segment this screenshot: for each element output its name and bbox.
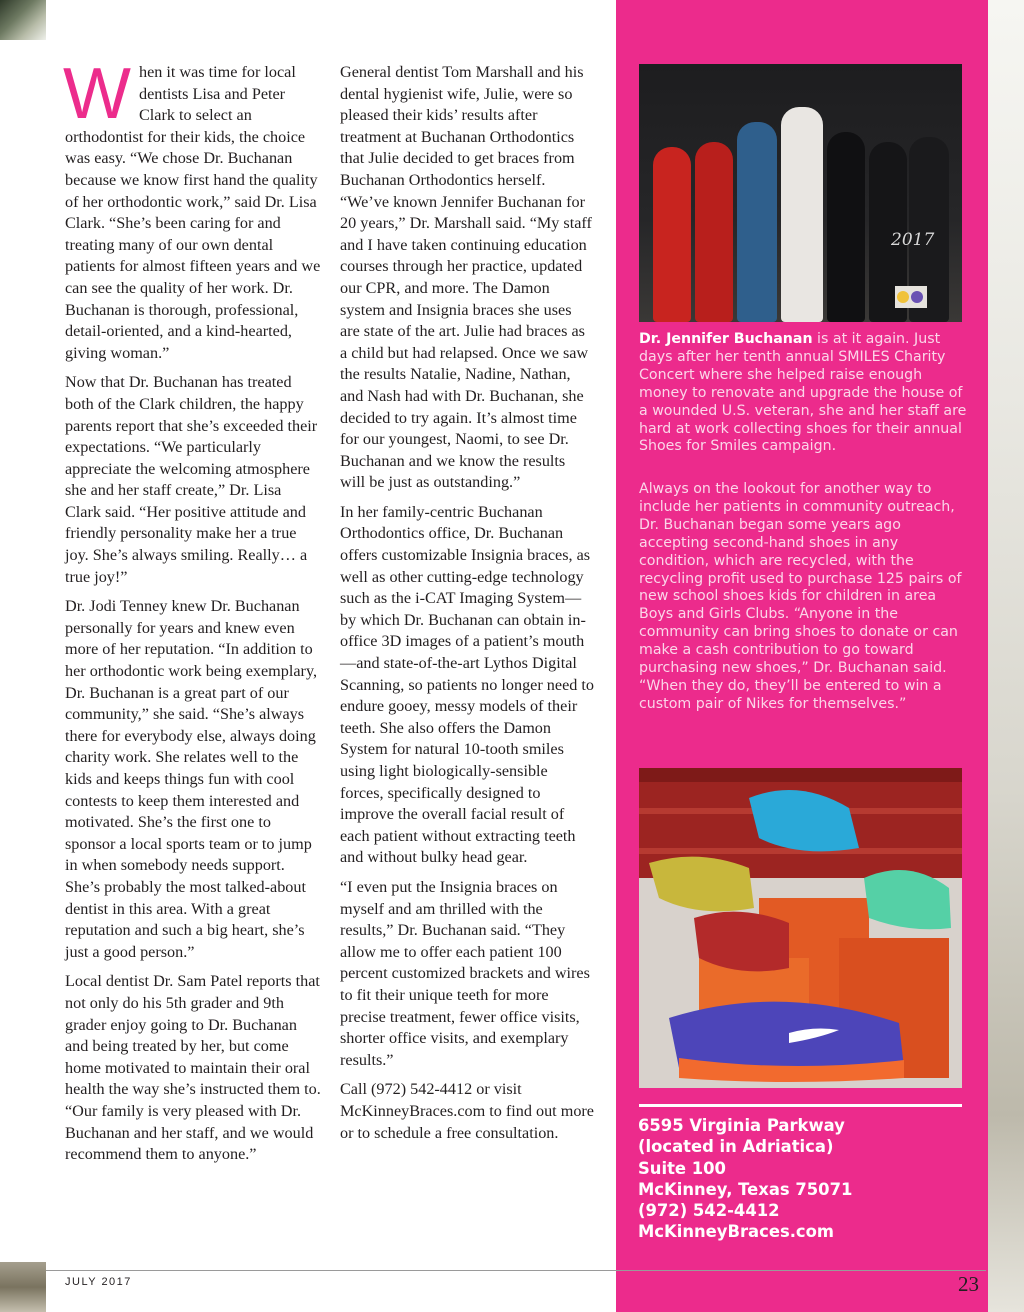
- address-divider: [639, 1104, 962, 1107]
- article-column-1: [63, 54, 321, 1174]
- person-figure: [827, 132, 865, 322]
- address-suite: Suite 100: [638, 1158, 726, 1178]
- person-figure: [653, 147, 691, 322]
- edge-photo-fragment-right: [988, 0, 1024, 1312]
- article-paragraph: General dentist Tom Marshall and his dental hygienist wife, Julie, were so pleased their kids’ results after treatment at Buchanan Orthodontics that Julie decided to get braces from Buchanan Orthodontics herself. “We’ve known Jennifer Buchanan for 20 years,” Dr. Marshall said. “My staff and I have taken continuing education courses through her practice, updated our CPR, and more. The Damon system and Insignia braces she uses are state of the art. Julie had braces as a child but had relapsed. Once we saw the results Natalie, Nadine, Nathan, and Nash had with Dr. Buchanan, she decided to try again. It’s almost time for our youngest, Naomi, to see Dr. Buchanan and we know the results will be just as outstanding.”: [340, 63, 592, 492]
- sidebar-caption-1: Dr. Jennifer Buchanan is at it again. Just days after her tenth annual SMILES Charity Concert where she helped raise enough money to renovate and upgrade the house of a wounded U.S. veteran, she and her staff are hard at work collecting shoes for their annual Shoes for Smiles campaign.: [639, 331, 967, 455]
- drop-cap: W: [63, 54, 131, 134]
- shoes-illustration: [639, 768, 962, 1088]
- staff-group-photo: [639, 64, 962, 322]
- edge-photo-fragment: [0, 0, 46, 40]
- article-paragraph: Dr. Jodi Tenney knew Dr. Buchanan personally for years and knew even more of her reputation. “In addition to her orthodontic work being exemplary, Dr. Buchanan is a great part of our community,” she said. “She’s always there for everybody else, always doing charity work. She relates well to the kids and keeps things fun with cool contests to keep them interested and motivated. She’s the first one to sponsor a local sports team or to jump in when somebody needs support. She’s probably the most talked-about dentist in this area. With a great reputation and such a big heart, she’s just a good person.”: [65, 597, 318, 961]
- smiles-charity-logo: [895, 286, 927, 308]
- page-number: 23: [958, 1272, 979, 1296]
- article-paragraph: Local dentist Dr. Sam Patel reports that not only do his 5th grader and 9th grader enjoy going to Dr. Buchanan and being treated by her, but come home motivated to maintain their oral health the way she’s instructed them to. “Our family is very pleased with Dr. Buchanan and her staff, and we would recommend them to anyone.”: [65, 972, 321, 1164]
- practice-address: [638, 1115, 978, 1243]
- address-city: McKinney, Texas 75071: [638, 1179, 853, 1199]
- person-figure: [737, 122, 777, 322]
- caption-lead: Dr. Jennifer Buchanan: [639, 331, 813, 347]
- footer-rule: [46, 1270, 986, 1271]
- sidebar-caption-2: Always on the lookout for another way to include her patients in community outreach, Dr. Buchanan began some years ago accepting second-hand shoes in any condition, which are recycled, with the recycling profit used to purchase 125 pairs of new school shoes kids for children in area Boys and Girls Clubs. “Anyone in the community can bring shoes to donate or can make a cash contribution to go toward purchasing new shoes,” Dr. Buchanan said. “When they do, they’ll be entered to win a custom pair of Nikes for themselves.”: [639, 481, 962, 712]
- photo-watermark: 2017: [891, 230, 935, 250]
- issue-date: JULY 2017: [65, 1276, 132, 1288]
- edge-photo-fragment-bottom: [0, 1262, 46, 1312]
- article-paragraph: “I even put the Insignia braces on myself and am thrilled with the results,” Dr. Buchanan said. “They allow me to offer each patient 100 percent customized brackets and wires to fit their unique teeth for more precise treatment, fewer office visits, shorter office visits, and exemplary results.”: [340, 877, 590, 1069]
- article-paragraph: Call (972) 542-4412 or visit McKinneyBraces.com to find out more or to schedule a free consultation.: [340, 1080, 594, 1142]
- address-location-note: (located in Adriatica): [638, 1137, 834, 1157]
- shoes-photo: [639, 768, 962, 1088]
- article-paragraph: Now that Dr. Buchanan has treated both of the Clark children, the happy parents report that she’s exceeded their expectations. “We particularly appreciate the welcoming atmosphere she and her staff create,” Dr. Lisa Clark said. “Her positive attitude and friendly personality make her a true joy. She’s always smiling. Really… a true joy!”: [65, 373, 318, 586]
- article-column-2: [340, 62, 594, 1152]
- address-phone: (972) 542-4412: [638, 1201, 780, 1221]
- address-street: 6595 Virginia Parkway: [638, 1116, 845, 1135]
- address-website: McKinneyBraces.com: [638, 1222, 834, 1242]
- article-paragraph: When it was time for local dentists Lisa and Peter Clark to select an orthodontist for their kids, the choice was easy. “We chose Dr. Buchanan because we know first hand the quality of her orthodontic work,” said Dr. Lisa Clark. “She’s been caring for and treating many of our own dental patients for almost fifteen years and we can see the quality of her work. Dr. Buchanan is thorough, professional, detail-oriented, and a kind-hearted, giving woman.”: [63, 54, 321, 362]
- person-figure: [695, 142, 733, 322]
- article-paragraph: In her family-centric Buchanan Orthodontics office, Dr. Buchanan offers customizable Insignia braces, as well as other cutting-edge technology such as the i-CAT Imaging System—by which Dr. Buchanan can obtain in-office 3D images of a patient’s mouth—and state-of-the-art Lythos Digital Scanning, so patients no longer need to endure gooey, messy models of their teeth. She also offers the Damon System for natural 10-tooth smiles using light biologically-sensible forces, specifically designed to improve the overall facial result of each patient without extracting teeth and without bulky head gear.: [340, 502, 595, 867]
- person-figure: [781, 107, 823, 322]
